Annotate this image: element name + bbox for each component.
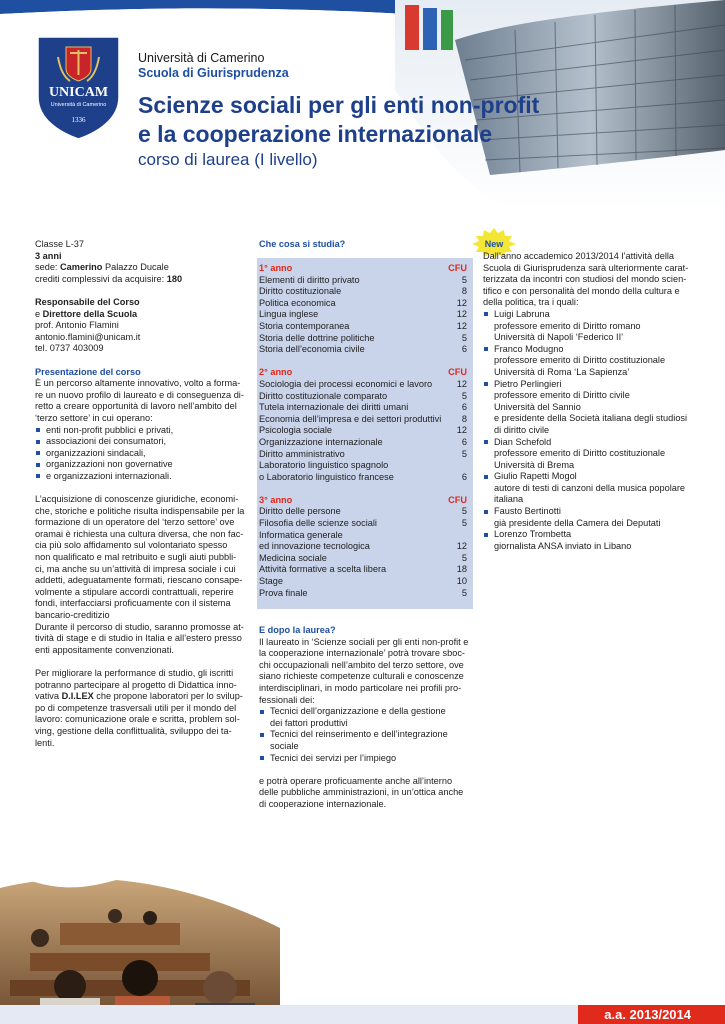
text-line: e potrà operare proficuamente anche all’interno xyxy=(259,775,453,786)
guest-name: Giulio Rapetti Mogol xyxy=(494,471,577,482)
guest-item xyxy=(483,437,691,472)
course-row xyxy=(257,576,473,588)
guest-role: già presidente della Camera dei Deputati xyxy=(494,517,661,528)
text-line: cia più solo affidamento sul volontariato spesso xyxy=(35,540,228,551)
course-row xyxy=(257,449,473,461)
durata: 3 anni xyxy=(35,250,62,261)
course-row xyxy=(257,379,473,391)
course-row xyxy=(257,541,473,553)
guest-role: Università di Napoli ‘Federico II’ xyxy=(494,332,624,343)
text-line: re un nuovo profilo di laureato e di conseguenza di- xyxy=(35,389,244,400)
guest-role: professore emerito di Diritto costituzionale xyxy=(494,355,666,366)
text-line: interdisciplinari, in modo particolare nei profili pro- xyxy=(259,682,462,693)
course-row xyxy=(257,286,473,298)
course-name: Filosofia delle scienze sociali xyxy=(259,518,377,529)
text-line: tifico e con personalità del mondo della cultura e xyxy=(483,285,680,296)
course-row xyxy=(257,553,473,565)
course-name: Storia delle dottrine politiche xyxy=(259,332,375,343)
left-column xyxy=(35,239,245,749)
para3-line-3: vativa D.I.LEX che propone laboratori per lo svilup- xyxy=(35,691,243,702)
course-cfu: 6 xyxy=(461,436,467,447)
course-row xyxy=(257,506,473,518)
year-header xyxy=(257,367,473,379)
responsabile-title: Responsabile del Corso xyxy=(35,296,140,307)
course-cfu: 18 xyxy=(456,564,467,575)
email[interactable]: antonio.flamini@unicam.it xyxy=(35,331,141,342)
guest-item xyxy=(483,309,691,344)
classroom-photo xyxy=(0,868,280,1024)
prof-name: prof. Antonio Flamini xyxy=(35,320,119,331)
guest-role: giornalista ANSA inviato in Libano xyxy=(494,540,632,551)
text-line: della politica, tra i quali: xyxy=(483,297,579,308)
text-line: non qualificato e mal retribuito e sugli aiuti pubbli- xyxy=(35,552,237,563)
course-name: o Laboratorio linguistico francese xyxy=(259,471,394,482)
course-name: Storia contemporanea xyxy=(259,320,350,331)
text-line: bancario-creditizio xyxy=(35,610,110,620)
course-row xyxy=(257,460,473,472)
page-subtitle: corso di laurea (I livello) xyxy=(138,150,318,169)
year-header xyxy=(257,263,473,275)
course-row xyxy=(257,309,473,321)
course-row xyxy=(257,564,473,576)
guest-item xyxy=(483,471,691,506)
list-item: e organizzazioni internazionali. xyxy=(35,471,245,483)
text-line: la cooperazione internazionale’ potrà trovare sboc- xyxy=(259,648,465,659)
guests-intro xyxy=(483,251,691,309)
course-cfu: 5 xyxy=(461,274,467,285)
course-row xyxy=(257,402,473,414)
course-cfu: 10 xyxy=(456,576,467,587)
text-line: di cooperazione internazionale. xyxy=(259,798,387,809)
guest-role: Università di Roma ‘La Sapienza’ xyxy=(494,366,630,377)
page-title xyxy=(138,91,558,149)
course-name: Elementi di diritto privato xyxy=(259,274,360,285)
guest-name: Pietro Perlingieri xyxy=(494,378,562,389)
profile-line: Tecnici dei servizi per l’impiego xyxy=(270,752,397,763)
course-cfu: 8 xyxy=(461,286,467,297)
course-row xyxy=(257,437,473,449)
profile-line: Tecnici dell’organizzazione e della gestione xyxy=(270,706,446,717)
cfu-label: CFU xyxy=(448,263,467,273)
year-header xyxy=(257,495,473,507)
text-line: po di competenze trasversali utili per il mondo del xyxy=(35,702,237,713)
course-cfu: 5 xyxy=(461,506,467,517)
telephone: tel. 0737 403009 xyxy=(35,343,104,354)
sede: sede: Camerino Palazzo Ducale xyxy=(35,262,169,273)
course-name: Prova finale xyxy=(259,587,308,598)
course-row xyxy=(257,530,473,542)
text-line: fessionali dei: xyxy=(259,694,315,705)
course-name: Attività formative a scelta libera xyxy=(259,564,387,575)
year-label: 3° anno xyxy=(259,494,293,505)
course-cfu: 5 xyxy=(461,448,467,459)
course-cfu: 5 xyxy=(461,552,467,563)
profile-line: dei fattori produttivi xyxy=(270,717,348,728)
course-name: Politica economica xyxy=(259,297,336,308)
text-line: ci, ma anche su un’attività di impresa sociale i cui xyxy=(35,563,236,574)
course-name: Stage xyxy=(259,576,284,587)
paragraph-2 xyxy=(35,494,245,656)
course-cfu: 6 xyxy=(461,402,467,413)
text-line: enti appositamente convenzionati. xyxy=(35,644,174,655)
after-list xyxy=(259,706,471,764)
text-line: Durante il percorso di studio, saranno promosse at- xyxy=(35,621,244,632)
course-name: Storia dell’economia civile xyxy=(259,344,365,355)
classe: Classe L-37 xyxy=(35,239,85,249)
study-heading: Che cosa si studia? xyxy=(259,239,346,249)
new-badge-label: New xyxy=(484,239,504,249)
after-heading: E dopo la laurea? xyxy=(259,625,336,635)
course-name: ed innovazione tecnologica xyxy=(259,541,370,552)
guest-role: e presidente della Società italiana degli studiosi xyxy=(494,413,688,424)
text-line: lenti. xyxy=(35,737,55,748)
course-cfu: 12 xyxy=(456,309,467,320)
course-cfu: 12 xyxy=(456,425,467,436)
course-row xyxy=(257,344,473,356)
unicam-logo xyxy=(36,35,121,140)
course-cfu: 12 xyxy=(456,378,467,389)
text-line: siano richieste competenze culturali e conoscenze xyxy=(259,671,464,682)
course-cfu: 6 xyxy=(461,471,467,482)
profile-line: Tecnici del reinserimento e dell’integrazione xyxy=(270,729,448,740)
course-name: Diritto amministrativo xyxy=(259,448,345,459)
guest-role: professore emerito di Diritto costituzionale xyxy=(494,448,666,459)
school-name: Scuola di Giurisprudenza xyxy=(138,66,289,80)
guest-item xyxy=(483,344,691,379)
crediti: crediti complessivi da acquisire: 180 xyxy=(35,273,183,284)
text-line: volmente a stipulare accordi contrattuali, reperire xyxy=(35,586,234,597)
guest-name: Franco Modugno xyxy=(494,343,564,354)
profile-item xyxy=(259,706,471,729)
logo-sub: Università di Camerino xyxy=(50,102,107,108)
text-line: L’acquisizione di conoscenze giuridiche, economi- xyxy=(35,494,239,505)
list-item: organizzazioni non governative xyxy=(35,459,245,471)
guests-list xyxy=(483,309,691,552)
course-row xyxy=(257,588,473,600)
profile-item xyxy=(259,729,471,752)
course-cfu: 5 xyxy=(461,390,467,401)
text-line: addetti, adeguatamente formati, riescano consape- xyxy=(35,575,243,586)
text-line: È un percorso altamente innovativo, volto a forma- xyxy=(35,378,241,389)
course-row xyxy=(257,298,473,310)
profile-line: sociale xyxy=(270,740,299,751)
course-row xyxy=(257,472,473,484)
text-line: oramai è richiesta una cultura diversa, che non fac- xyxy=(35,528,244,539)
course-cfu: 5 xyxy=(461,332,467,343)
text-line: ‘terzo settore’ in cui operano: xyxy=(35,412,153,423)
list-item: organizzazioni sindacali, xyxy=(35,448,245,460)
presentation-heading: Presentazione del corso xyxy=(35,366,141,377)
title-line-1: Scienze sociali per gli enti non-profit xyxy=(138,92,540,118)
university-name: Università di Camerino xyxy=(138,51,265,65)
year-label: 1° anno xyxy=(259,263,293,273)
course-name: Informatica generale xyxy=(259,529,343,540)
text-line: tività di stage e di studio in Italia e all’estero presso xyxy=(35,633,242,644)
course-cfu: 5 xyxy=(461,518,467,529)
text-line: delle pubbliche amministrazioni, in un’ottica anche xyxy=(259,787,464,798)
course-row xyxy=(257,391,473,403)
course-name: Laboratorio linguistico spagnolo xyxy=(259,460,389,471)
right-column xyxy=(483,251,691,552)
course-row xyxy=(257,414,473,426)
guest-role: autore di testi di canzoni della musica popolare xyxy=(494,482,686,493)
course-name: Diritto costituzionale comparato xyxy=(259,390,388,401)
guest-role: Università di Brema xyxy=(494,459,575,470)
logo-year: 1336 xyxy=(71,116,86,124)
guest-role: di diritto civile xyxy=(494,424,550,435)
guest-role: Università del Sannio xyxy=(494,401,581,412)
text-line: ving, gestione della conflittualità, sviluppo dei ta- xyxy=(35,725,232,736)
guest-name: Fausto Bertinotti xyxy=(494,506,561,517)
study-plan xyxy=(257,258,473,609)
academic-year: a.a. 2013/2014 xyxy=(578,1005,725,1024)
para3-line-1: Per migliorare la performance di studio, gli iscritti xyxy=(35,667,234,678)
para3-line-2: potranno partecipare al progetto di Didattica inno- xyxy=(35,679,237,690)
presentation-list xyxy=(35,425,245,483)
text-line: terizzata da incontri con studiosi del mondo scien- xyxy=(483,274,687,285)
list-item: associazioni dei consumatori, xyxy=(35,436,245,448)
text-line: formazione di un operatore del ‘terzo settore’ ove xyxy=(35,517,235,528)
direttore-title: e Direttore della Scuola xyxy=(35,308,138,319)
course-row xyxy=(257,518,473,530)
logo-name: UNICAM xyxy=(48,85,109,100)
after-degree xyxy=(259,625,471,811)
guest-item xyxy=(483,379,691,437)
course-cfu: 12 xyxy=(456,320,467,331)
guest-item xyxy=(483,529,691,552)
course-row xyxy=(257,321,473,333)
course-cfu: 12 xyxy=(456,541,467,552)
course-name: Tutela internazionale dei diritti umani xyxy=(259,402,409,413)
guest-item xyxy=(483,506,691,529)
course-row xyxy=(257,333,473,345)
text-line: Il laureato in ‘Scienze sociali per gli enti non-profit e xyxy=(259,636,469,647)
year-label: 2° anno xyxy=(259,367,293,378)
course-name: Medicina sociale xyxy=(259,552,327,563)
course-name: Lingua inglese xyxy=(259,309,319,320)
text-line: Dall’anno accademico 2013/2014 l’attività della xyxy=(483,251,675,261)
course-name: Diritto costituzionale xyxy=(259,286,342,297)
course-cfu: 12 xyxy=(456,297,467,308)
course-cfu: 5 xyxy=(461,587,467,598)
course-row xyxy=(257,425,473,437)
text-line: retto a creare opportunità di lavoro nell’ambito del xyxy=(35,401,237,412)
course-cfu: 6 xyxy=(461,344,467,355)
text-line: che, storiche e politiche risulta indispensabile per la xyxy=(35,505,245,516)
guest-role: professore emerito di Diritto civile xyxy=(494,390,630,401)
guest-name: Lorenzo Trombetta xyxy=(494,529,572,540)
guest-name: Luigi Labruna xyxy=(494,308,550,319)
paragraph-3 xyxy=(35,703,245,749)
text-line: lavoro: comunicazione orale e scritta, problem sol- xyxy=(35,714,240,725)
guest-role: professore emerito di Diritto romano xyxy=(494,320,641,331)
closing-text xyxy=(259,776,471,811)
text-line: chi occupazionali nell’ambito del terzo settore, ove xyxy=(259,659,464,670)
course-name: Economia dell’impresa e dei settori produttivi xyxy=(259,413,442,424)
course-name: Sociologia dei processi economici e lavoro xyxy=(259,378,433,389)
course-name: Psicologia sociale xyxy=(259,425,333,436)
text-line: Scuola di Giurisprudenza sarà ulteriormente carat- xyxy=(483,262,689,273)
after-text xyxy=(259,637,471,707)
list-item: enti non-profit pubblici e privati, xyxy=(35,425,245,437)
text-line: fondi, interfacciarsi proficuamente con il sistema xyxy=(35,598,231,609)
course-name: Organizzazione internazionale xyxy=(259,436,383,447)
guest-role: italiana xyxy=(494,494,524,505)
course-row xyxy=(257,275,473,287)
profile-item xyxy=(259,753,471,765)
guest-name: Dian Schefold xyxy=(494,436,552,447)
course-cfu: 8 xyxy=(461,413,467,424)
cfu-label: CFU xyxy=(448,494,467,505)
presentation-text xyxy=(35,378,245,424)
course-name: Diritto delle persone xyxy=(259,506,341,517)
title-line-2: e la cooperazione internazionale xyxy=(138,121,493,147)
cfu-label: CFU xyxy=(448,367,467,378)
